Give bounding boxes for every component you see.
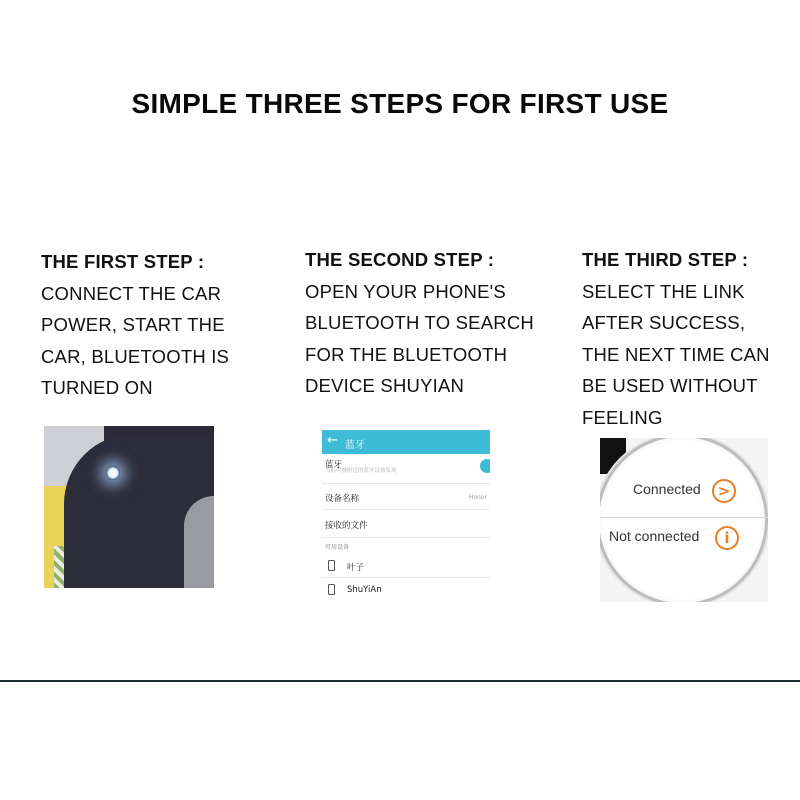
step-1-line: TURNED ON — [41, 377, 153, 398]
received-files-row[interactable] — [322, 510, 490, 538]
connected-status-text[interactable]: Connected — [633, 481, 701, 497]
device-list-item-name: 叶子 — [347, 563, 365, 573]
arrow-left-icon[interactable]: ← — [327, 433, 338, 448]
not-connected-status-text[interactable]: Not connected — [609, 528, 700, 544]
step-3-line: FEELING — [582, 406, 663, 428]
step-3-heading: THE THIRD STEP : — [582, 249, 749, 270]
chevron-right-icon[interactable]: > — [712, 479, 736, 503]
bluetooth-visibility-text: 当前可被附近的蓝牙设备发现 — [325, 468, 397, 474]
bluetooth-label: 蓝牙 — [325, 460, 343, 470]
device-list-item[interactable] — [322, 554, 490, 578]
step-2-line: FOR THE BLUETOOTH — [305, 343, 508, 365]
bluetooth-app-bar — [322, 430, 490, 454]
phone-device-icon — [328, 584, 335, 595]
step-1-line: POWER, START THE — [41, 314, 225, 335]
step-2-line: DEVICE SHUYIAN — [305, 375, 465, 396]
device-list-item-name: ShuYiAn — [347, 585, 382, 595]
connection-status-magnifier — [600, 438, 768, 602]
step-3-line: THE NEXT TIME CAN — [582, 343, 770, 365]
device-name-value: Honor — [468, 494, 487, 501]
step-1-line: CONNECT THE CAR — [41, 282, 222, 304]
bluetooth-toggle-row[interactable] — [322, 454, 490, 484]
step-1-line: CAR, BLUETOOTH IS — [41, 345, 230, 367]
step-2-line: BLUETOOTH TO SEARCH — [305, 312, 534, 333]
phone-device-icon — [328, 560, 335, 571]
step-3-line: BE USED WITHOUT — [582, 375, 758, 396]
step-2-line: OPEN YOUR PHONE'S — [305, 280, 506, 302]
device-opening — [184, 496, 214, 588]
available-devices-label: 可用设备 — [325, 544, 350, 551]
bluetooth-bar-title: 蓝牙 — [345, 440, 365, 451]
step-2-heading: THE SECOND STEP : — [305, 249, 495, 270]
phone-bluetooth-screen — [322, 430, 490, 600]
step-1 — [41, 246, 229, 404]
magnifier-lens — [600, 438, 768, 602]
info-icon[interactable]: i — [715, 526, 739, 550]
device-name-label: 设备名称 — [325, 494, 360, 504]
step-1-heading: THE FIRST STEP : — [41, 251, 205, 272]
page-title: SIMPLE THREE STEPS FOR FIRST USE — [131, 88, 669, 119]
device-list-item[interactable] — [322, 578, 490, 600]
indicator-light-icon — [106, 466, 120, 480]
step-3-line: SELECT THE LINK — [582, 280, 745, 302]
bluetooth-toggle-switch[interactable] — [480, 459, 490, 473]
available-devices-header — [322, 538, 490, 554]
car-power-photo — [44, 426, 214, 588]
device-name-row[interactable] — [322, 484, 490, 510]
step-2 — [305, 244, 534, 402]
received-files-label: 接收的文件 — [325, 521, 368, 531]
step-3-line: AFTER SUCCESS, — [582, 312, 746, 333]
bottom-divider — [0, 680, 800, 682]
status-divider — [600, 517, 768, 518]
step-3 — [582, 244, 770, 433]
